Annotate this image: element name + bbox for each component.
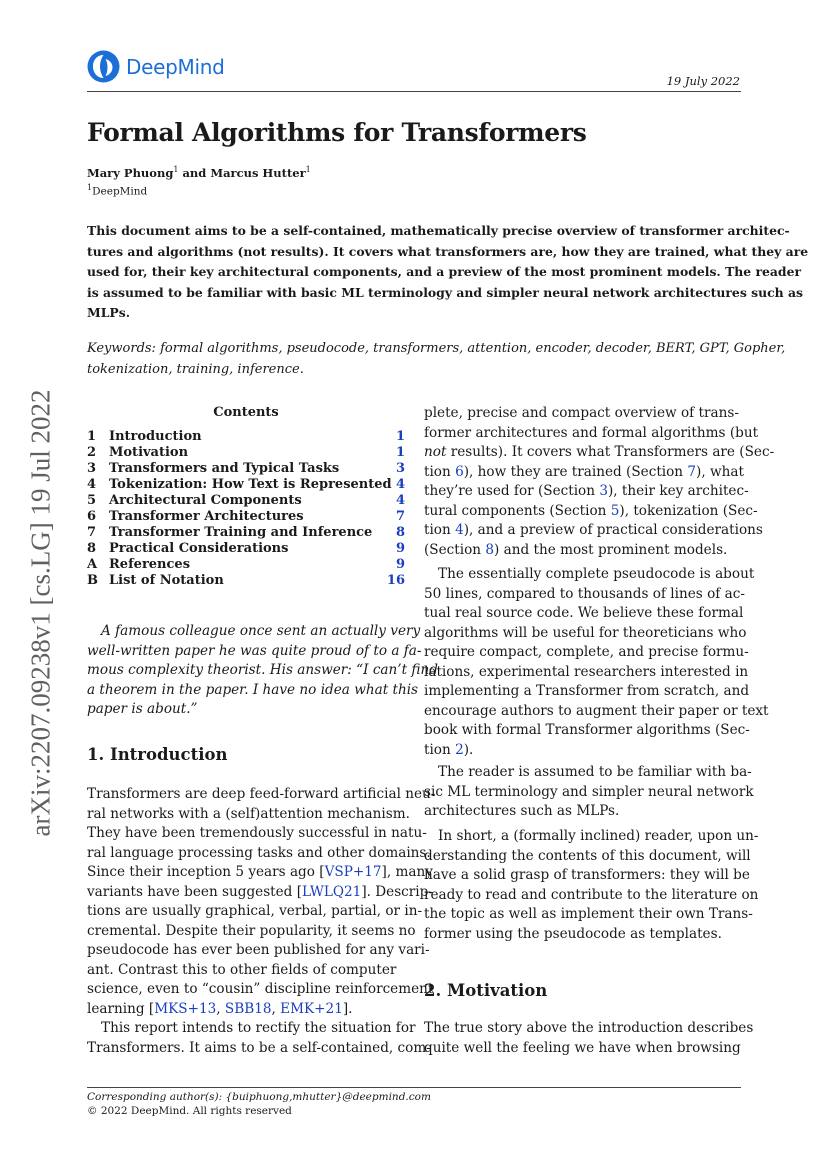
abstract — [87, 221, 809, 324]
text-line: former architectures and formal algorithms (but — [424, 424, 759, 441]
text-line: quite well the feeling we have when browsing — [424, 1039, 741, 1056]
text-line: ready to read and contribute to the literature on — [424, 886, 759, 903]
text-line — [87, 883, 433, 903]
author-separator: and — [178, 165, 211, 180]
section-ref-link[interactable]: 3 — [599, 483, 608, 499]
toc-page-link[interactable]: 9 — [395, 540, 405, 556]
toc-label: Transformer Training and Inference — [109, 524, 373, 540]
toc-entry[interactable] — [87, 460, 405, 476]
paper-title: Formal Algorithms for Transformers — [87, 118, 587, 147]
text-line — [424, 463, 742, 483]
text-run: results). It covers what Transformers are (Sec- — [446, 444, 775, 460]
toc-page-link[interactable]: 3 — [395, 460, 405, 476]
text-line — [87, 863, 433, 883]
text-line: 50 lines, compared to thousands of lines of ac- — [424, 585, 745, 602]
text-line: pseudocode has ever been published for any vari- — [87, 942, 430, 958]
toc-entry[interactable] — [87, 556, 405, 572]
quote-line: A famous colleague once sent an actually very — [101, 623, 421, 639]
text-line: implementing a Transformer from scratch, and — [424, 683, 750, 699]
text-line — [424, 443, 775, 463]
text-line: tions are usually graphical, verbal, partial, or in- — [87, 903, 423, 919]
section-ref-link[interactable]: 5 — [610, 502, 620, 519]
toc-number: 8 — [87, 540, 97, 556]
text-line: the topic as well as implement their own Trans- — [424, 906, 753, 922]
text-line: encourage authors to augment their paper or text — [424, 702, 769, 719]
text-run: ), how they are trained (Section — [463, 463, 688, 480]
text-line: tual real source code. We believe these formal — [424, 605, 744, 621]
citation-link[interactable]: SBB18 — [224, 1000, 272, 1017]
text-run: ]. Descrip- — [361, 883, 433, 900]
quote-line: mous complexity theorist. His answer: “I can’t find — [87, 662, 438, 678]
toc-label: Practical Considerations — [109, 540, 289, 556]
toc-label: List of Notation — [109, 572, 224, 588]
text-line: The essentially complete pseudocode is about — [438, 566, 755, 582]
footer-rule — [87, 1087, 741, 1088]
toc-entry[interactable] — [87, 444, 405, 460]
toc-label: Tokenization: How Text is Represented — [109, 476, 392, 492]
text-line: architectures such as MLPs. — [424, 803, 620, 819]
text-line: have a solid grasp of transformers: they will be — [424, 867, 750, 883]
keywords-line: Keywords: formal algorithms, pseudocode, transformers, attention, encoder, decoder, BERT, GPT, Gopher, — [87, 341, 786, 356]
text-run: learning [ — [87, 1000, 155, 1017]
toc-number: A — [87, 556, 98, 572]
toc-number: 7 — [87, 524, 97, 540]
section-ref-link[interactable]: 6 — [455, 463, 464, 480]
text-run: , — [216, 1000, 225, 1017]
toc-page-link[interactable]: 7 — [395, 508, 405, 524]
introduction-paragraph — [424, 827, 759, 944]
section-heading-introduction: 1. Introduction — [87, 745, 228, 764]
abstract-line: MLPs. — [87, 305, 131, 320]
text-line: Transformers. It aims to be a self-contained, com- — [87, 1039, 431, 1056]
section-ref-link[interactable]: 8 — [485, 541, 495, 558]
text-line: science, even to “cousin” discipline reinforcement — [87, 981, 434, 997]
epigraph-quote — [87, 622, 438, 720]
text-line: book with formal Transformer algorithms (Sec- — [424, 722, 750, 738]
toc-label: Motivation — [109, 444, 189, 460]
toc-page-link[interactable]: 9 — [395, 556, 405, 572]
text-line: algorithms will be useful for theoreticians who — [424, 624, 747, 641]
author-name: Marcus Hutter — [210, 165, 306, 180]
toc-entry[interactable] — [87, 572, 405, 588]
abstract-line: is assumed to be familiar with basic ML terminology and simpler neural network architectures such as — [87, 284, 803, 300]
toc-page-link[interactable]: 4 — [395, 476, 405, 492]
text-run: ]. — [342, 1000, 353, 1017]
text-line: ral language processing tasks and other domains. — [87, 844, 431, 861]
citation-link[interactable]: MKS+13 — [154, 1000, 217, 1017]
section-ref-link[interactable]: 7 — [687, 463, 697, 480]
toc-entry[interactable] — [87, 508, 405, 524]
text-run: ), what — [696, 463, 744, 480]
header-rule — [87, 91, 741, 92]
affiliation-mark: 1 — [87, 183, 93, 192]
text-run: ), their key architec- — [607, 483, 749, 499]
publication-date: 19 July 2022 — [666, 74, 740, 88]
arxiv-sidebar — [24, 375, 58, 850]
text-line: ral networks with a (self)attention mechanism. — [87, 805, 410, 822]
quote-line: well-written paper he was quite proud of to a fa- — [87, 642, 422, 659]
toc-entry[interactable] — [87, 540, 405, 556]
table-of-contents — [87, 428, 405, 588]
introduction-paragraph — [87, 1019, 431, 1058]
text-run: ], many — [381, 864, 433, 880]
text-run: ), and a preview of practical considerations — [463, 522, 763, 538]
text-line: This report intends to rectify the situation for — [101, 1020, 416, 1036]
motivation-paragraph — [424, 1019, 754, 1058]
abstract-line: used for, their key architectural components, and a preview of the most prominent models. The reader — [87, 264, 802, 279]
introduction-paragraph — [87, 785, 436, 1019]
text-line: cremental. Despite their popularity, it seems no — [87, 922, 416, 939]
toc-number: 4 — [87, 476, 97, 492]
deepmind-logo-icon — [87, 50, 120, 83]
toc-page-link[interactable]: 16 — [386, 572, 405, 588]
toc-page-link[interactable]: 8 — [395, 524, 405, 540]
affiliation-mark: 1 — [305, 165, 311, 174]
text-line: ant. Contrast this to other fields of computer — [87, 961, 397, 978]
text-line — [424, 521, 763, 541]
citation-link[interactable]: VSP+17 — [324, 864, 382, 880]
text-run: ), tokenization (Sec- — [619, 502, 758, 519]
text-line: lations, experimental researchers interested in — [424, 663, 749, 680]
toc-number: 1 — [87, 428, 97, 444]
text-line — [424, 741, 742, 761]
toc-entry[interactable] — [87, 524, 405, 540]
toc-entry[interactable] — [87, 492, 405, 508]
deepmind-logo — [87, 50, 225, 83]
keywords-line: tokenization, training, inference. — [87, 361, 304, 377]
text-run: , — [271, 1000, 281, 1017]
text-line — [424, 541, 742, 561]
copyright-notice: © 2022 DeepMind. All rights reserved — [87, 1105, 292, 1117]
section-ref-link[interactable]: 2 — [455, 741, 464, 758]
abstract-line: This document aims to be a self-contained, mathematically precise overview of transformer architec- — [87, 223, 790, 238]
text-run: ) and the most prominent models. — [494, 541, 728, 558]
text-line: Transformers are deep feed-forward artificial neu- — [87, 786, 436, 802]
text-line: sic ML terminology and simpler neural network — [424, 783, 754, 800]
toc-label: References — [109, 556, 191, 572]
text-line: They have been tremendously successful in natu- — [87, 825, 427, 841]
toc-number: B — [87, 572, 98, 588]
arxiv-identifier: arXiv:2207.09238v1 [cs.LG] 19 Jul 2022 — [25, 389, 56, 836]
author-list — [87, 165, 311, 180]
text-line: plete, precise and compact overview of trans- — [424, 405, 739, 421]
citation-link[interactable]: EMK+21 — [280, 1000, 343, 1017]
toc-number: 5 — [87, 492, 97, 508]
toc-label: Architectural Components — [109, 492, 302, 508]
text-line: derstanding the contents of this document, will — [424, 847, 751, 864]
emphasis: not — [424, 444, 447, 460]
text-run: variants have been suggested [ — [87, 883, 303, 900]
toc-number: 3 — [87, 460, 97, 476]
text-line: require compact, complete, and precise formu- — [424, 644, 749, 660]
toc-entry[interactable] — [87, 476, 405, 492]
text-line: The reader is assumed to be familiar with ba- — [438, 764, 752, 780]
text-run: tural components (Section — [424, 502, 611, 519]
toc-title: Contents — [213, 405, 279, 420]
brand-name: DeepMind — [126, 54, 225, 79]
text-line: In short, a (formally inclined) reader, upon un- — [438, 828, 759, 844]
text-line: former using the pseudocode as templates. — [424, 925, 722, 942]
text-run: tion — [424, 522, 456, 538]
toc-label: Introduction — [109, 428, 202, 444]
introduction-paragraph — [424, 565, 769, 760]
text-run: tion — [424, 741, 456, 758]
text-line — [424, 482, 749, 502]
affiliation — [87, 183, 147, 198]
text-run: they’re used for (Section — [424, 483, 600, 499]
quote-line: a theorem in the paper. I have no idea what this — [87, 681, 419, 698]
toc-label: Transformer Architectures — [109, 508, 304, 524]
author-name: Mary Phuong — [87, 165, 174, 180]
affiliation-mark: 1 — [173, 165, 179, 174]
abstract-line: tures and algorithms (not results). It covers what transformers are, how they are trained, what they are — [87, 243, 809, 259]
text-line — [424, 502, 758, 522]
toc-entry[interactable] — [87, 428, 405, 444]
introduction-paragraph — [424, 763, 754, 822]
toc-page-link[interactable]: 1 — [395, 428, 405, 444]
keywords — [87, 339, 786, 380]
text-run: Since their inception 5 years ago [ — [87, 864, 325, 880]
text-line: The true story above the introduction describes — [424, 1020, 754, 1036]
toc-label: Transformers and Typical Tasks — [109, 460, 340, 476]
text-run: (Section — [424, 541, 486, 558]
citation-link[interactable]: LWLQ21 — [302, 883, 362, 900]
toc-number: 2 — [87, 444, 97, 460]
affiliation-name: DeepMind — [92, 185, 148, 198]
text-line — [87, 1000, 405, 1020]
text-run: ). — [463, 741, 474, 758]
section-ref-link[interactable]: 4 — [455, 522, 464, 538]
introduction-paragraph — [424, 404, 775, 560]
section-heading-motivation: 2. Motivation — [424, 981, 548, 1000]
corresponding-author: Corresponding author(s): {buiphuong,mhutter}@deepmind.com — [87, 1091, 431, 1103]
toc-number: 6 — [87, 508, 97, 524]
toc-page-link[interactable]: 1 — [395, 444, 405, 460]
toc-page-link[interactable]: 4 — [395, 492, 405, 508]
text-run: tion — [424, 463, 456, 480]
quote-line: paper is about.” — [87, 701, 198, 717]
